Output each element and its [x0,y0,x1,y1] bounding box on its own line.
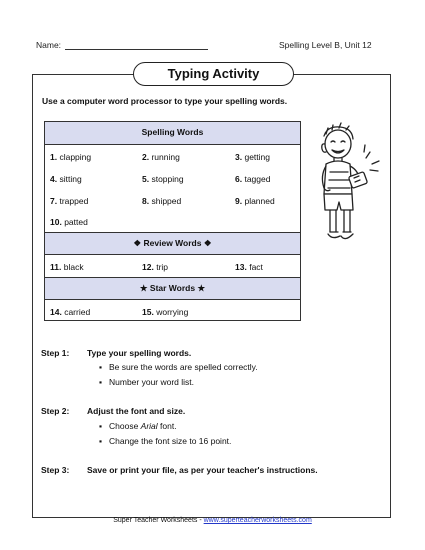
word-cell: 14. carried [50,307,91,317]
word-table [44,121,301,321]
name-line[interactable] [65,40,208,50]
page-title: Typing Activity [133,62,294,86]
review-words-heading: ❖ Review Words ❖ [45,232,300,255]
step-1-bullet-1: Be sure the words are spelled correctly. [109,362,258,372]
step-2-bullet-icon: ▪ [99,421,103,431]
step-2-text: Adjust the font and size. [87,406,186,416]
word-cell: 8. shipped [142,196,182,206]
step-2-label: Step 2: [41,406,70,416]
word-cell: 11. black [50,262,84,272]
star-words-heading: ★ Star Words ★ [45,277,300,300]
step-2-bullet-icon: ▪ [99,436,103,446]
word-cell: 5. stopping [142,174,184,184]
step-1-bullet-icon: ▪ [99,362,103,372]
level-label: Spelling Level B, Unit 12 [279,40,372,50]
word-cell: 3. getting [235,152,270,162]
step-1-bullet-icon: ▪ [99,377,103,387]
step-3-text: Save or print your file, as per your teacher's instructions. [87,465,318,475]
step-2-bullet-2: Change the font size to 16 point. [109,436,232,446]
word-cell: 7. trapped [50,196,89,206]
word-cell: 2. running [142,152,180,162]
name-label: Name: [36,40,62,50]
step-1-bullet-2: Number your word list. [109,377,195,387]
step-1-text: Type your spelling words. [87,348,192,358]
word-cell: 12. trip [142,262,169,272]
name-field-row [36,40,208,50]
footer [0,517,425,524]
word-cell: 4. sitting [50,174,82,184]
word-cell: 15. worrying [142,307,189,317]
word-cell: 6. tagged [235,174,271,184]
instruction-text: Use a computer word processor to type your spelling words. [42,96,288,106]
step-2-bullet-1: Choose Arial font. [109,421,177,431]
footer-link[interactable]: www.superteacherworksheets.com [203,517,312,524]
word-cell: 9. planned [235,196,275,206]
spelling-words-heading: Spelling Words [45,122,300,145]
step-3-label: Step 3: [41,465,70,475]
word-cell: 13. fact [235,262,263,272]
boy-typing-icon [306,122,388,247]
word-cell: 10. patted [50,217,88,227]
footer-text: Super Teacher Worksheets - [113,517,204,524]
step-1-label: Step 1: [41,348,70,358]
word-cell: 1. clapping [50,152,92,162]
